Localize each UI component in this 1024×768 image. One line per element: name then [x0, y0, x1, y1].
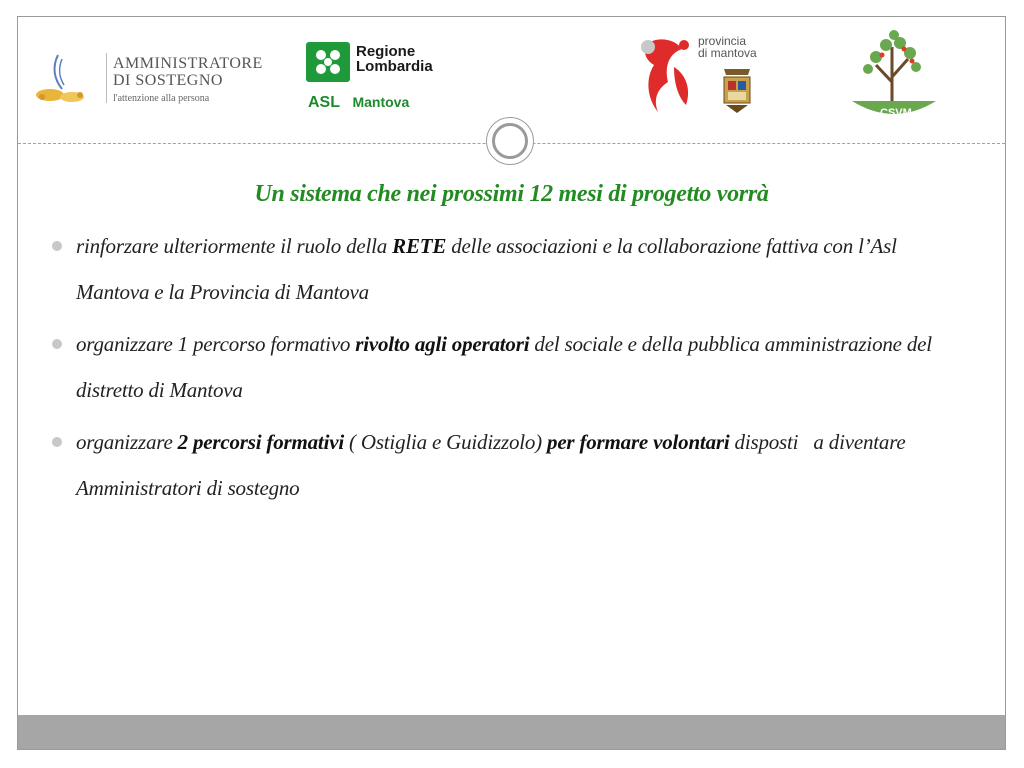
ads-title-line2: DI SOSTEGNO [113, 72, 223, 89]
bullet-dot-icon [52, 437, 62, 447]
bullet-highlight: rivolto agli operatori [355, 332, 530, 356]
bullet-text: ( Ostiglia e Guidizzolo) [343, 430, 548, 454]
coat-of-arms-icon [718, 65, 756, 115]
bullet-highlight: per formare volontari [547, 430, 730, 454]
bullet-dot-icon [52, 241, 62, 251]
asl-label: ASL [308, 94, 340, 111]
bullet-text: rinforzare ulteriormente il ruolo della [76, 234, 393, 258]
bullet-text: delle associazioni e la collaborazione fattiva con l’Asl Mantova e la Provincia di Mantova [76, 234, 897, 304]
mantova-label: Mantova [352, 94, 410, 110]
provincia-label: provincia [698, 34, 747, 48]
di-mantova-label: di mantova [698, 46, 757, 60]
bullet-highlight: 2 percorsi formativi [177, 430, 344, 454]
ads-tagline: l'attenzione alla persona [113, 93, 210, 104]
regione-label: Regione [356, 43, 416, 60]
csvm-logo [846, 27, 942, 127]
bullet-highlight: RETE [392, 234, 447, 258]
decorative-ring [486, 117, 534, 165]
slide [17, 16, 1006, 750]
lombardia-label: Lombardia [356, 58, 433, 75]
slide-heading: Un sistema che nei prossimi 12 mesi di progetto vorrà [254, 181, 769, 207]
bullet-text: del sociale e della pubblica amministrazione del distretto di Mantova [76, 332, 932, 402]
bullet-item [60, 419, 960, 511]
bullet-item [60, 223, 960, 315]
bullet-text: organizzare [76, 430, 178, 454]
bullet-dot-icon [52, 339, 62, 349]
amministratore-di-sostegno-logo [28, 45, 268, 115]
provincia-di-mantova-logo [640, 27, 770, 127]
regione-lombardia-flower-icon [306, 42, 350, 82]
ads-separator [106, 53, 107, 103]
ads-title-line1: AMMINISTRATORE [113, 55, 263, 72]
bullet-item [60, 321, 960, 413]
ads-emblem-icon [28, 45, 98, 115]
footer-bar [18, 715, 1005, 749]
bullet-text: disposti a diventare Amministratori di sostegno [76, 430, 911, 500]
csvm-label: CSVM [880, 107, 912, 119]
bullet-text: organizzare 1 percorso formativo [76, 332, 356, 356]
regione-lombardia-asl-logo [306, 42, 446, 122]
bullet-list [60, 223, 960, 517]
provincia-red-figure-icon [640, 27, 700, 122]
